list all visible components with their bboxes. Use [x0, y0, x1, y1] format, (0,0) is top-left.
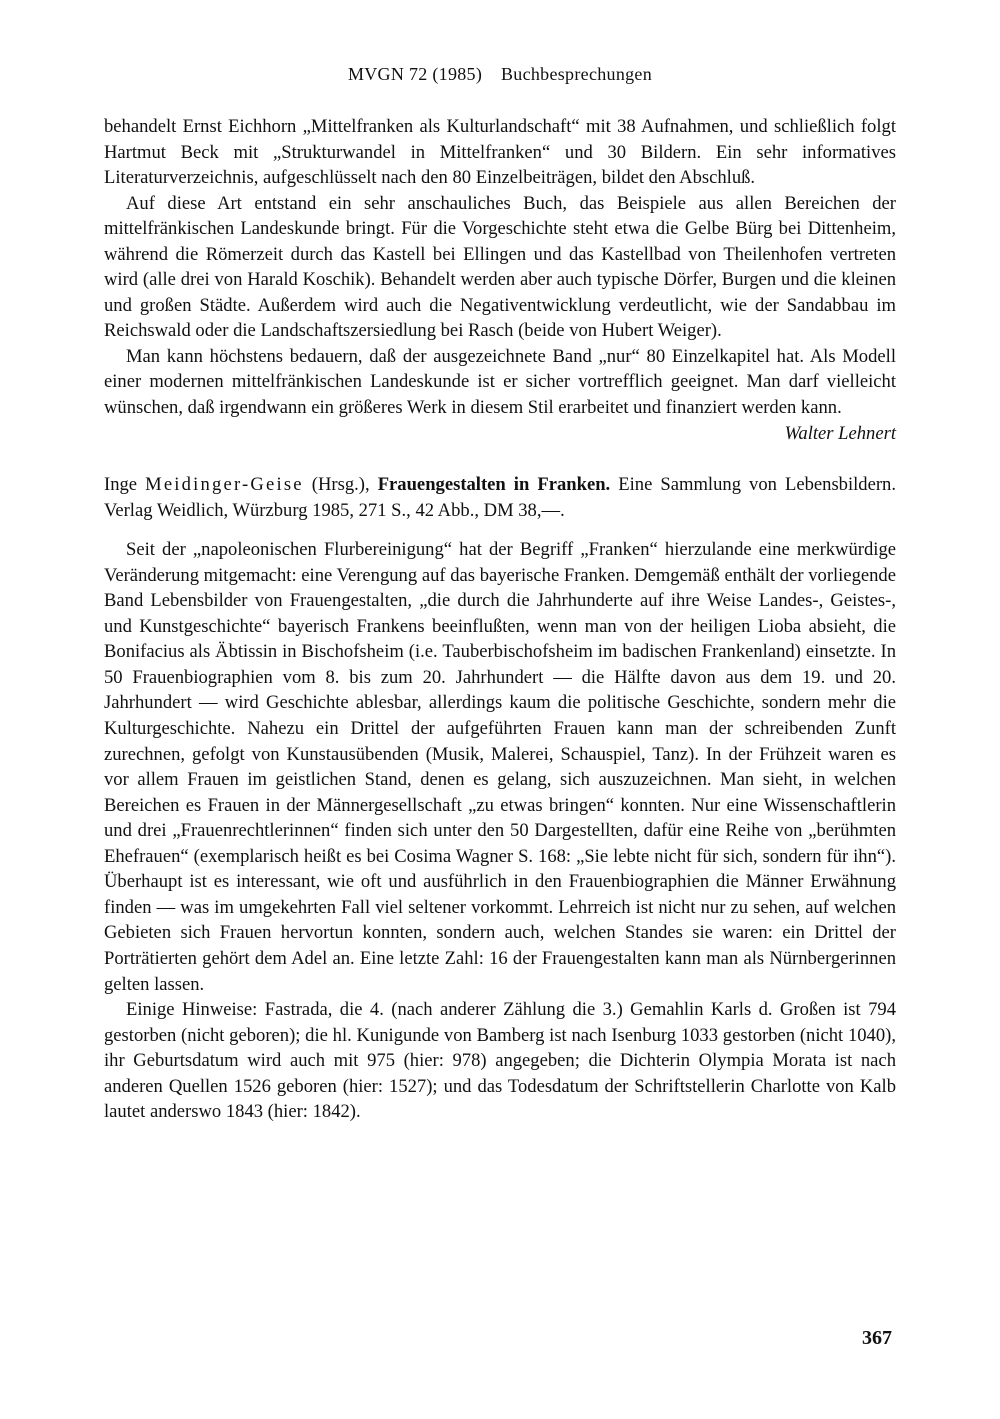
page-body [104, 114, 896, 1125]
book-title: Frauengestalten in Franken. [377, 474, 611, 496]
author-last-name: Meidinger-Geise [145, 474, 304, 496]
section-gap [104, 446, 896, 472]
section-gap [104, 523, 896, 537]
journal-reference: MVGN 72 (1985) [347, 64, 483, 84]
page-number: 367 [862, 1327, 892, 1349]
review2-paragraph: Seit der „napoleonischen Flurbereinigung“ hat der Begriff „Franken“ hierzulande eine merkwürdige Veränderung mitgemacht: eine Verengung auf das bayerische Franken. Demgemäß enthält der vorliegende Band Lebensbilder von Frauengestalten, „die durch die Jahrhunderte auf ihre Weise Landes-, Geistes-, und Kunstgeschichte“ bayerisch Frankens beeinflußten, wenn man von der heiligen Lioba absieht, die Bonifacius als Äbtissin in Bischofsheim (i.e. Tauberbischofsheim im badischen Frankenland) einsetzte. In 50 Frauenbiographien vom 8. bis zum 20. Jahrhundert — die Hälfte davon aus dem 19. und 20. Jahrhundert — wird Geschichte ablesbar, allerdings kaum die politische Geschichte, sondern mehr die Kulturgeschichte. Nahezu ein Drittel der aufgeführten Frauen kann man der schreibenden Zunft zurechnen, gefolgt von Kunstausübenden (Musik, Malerei, Schauspiel, Tanz). In der Frühzeit waren es vor allem Frauen im geistlichen Stand, denen es gelang, sich auszuzeichnen. Man sieht, in welchen Bereichen es Frauen in der Männergesellschaft „zu etwas bringen“ konnten. Nur eine Wissenschaftlerin und drei „Frauenrechtlerinnen“ finden sich unter den 50 Dargestellten, dafür eine Reihe von „berühmten Ehefrauen“ (exemplarisch heißt es bei Cosima Wagner S. 168: „Sie lebte nicht für sich, sondern für ihn“). Überhaupt ist es interessant, wie oft und ausführlich in den Frauenbiographien die Männer Erwähnung finden — was im umgekehrten Fall viel seltener vorkommt. Lehrreich ist nicht nur zu sehen, auf welchen Gebieten sich Frauen hervortun konnten, sondern auch, welchen Standes sie waren: ein Drittel der Porträtierten gehört dem Adel an. Eine letzte Zahl: 16 der Frauengestalten kann man als Nürnbergerinnen gelten lassen. [104, 539, 896, 995]
review1-paragraph: behandelt Ernst Eichhorn „Mittelfranken als Kulturlandschaft“ mit 38 Aufnahmen, und schließlich folgt Hartmut Beck mit „Strukturwandel in Mittelfranken“ und 30 Bildern. Ein sehr informatives Literaturverzeichnis, aufgeschlüsselt nach den 80 Einzelbeiträgen, bildet den Abschluß. [104, 116, 896, 189]
section-title: Buchbesprechungen [500, 64, 653, 84]
reviewer-signature: Walter Lehnert [784, 422, 896, 444]
running-header [0, 64, 1000, 85]
author-first-name: Inge [104, 474, 138, 496]
book-citation [104, 472, 896, 523]
review1-paragraph: Auf diese Art entstand ein sehr anschauliches Buch, das Beispiele aus allen Bereichen der mittelfränkischen Landeskunde bringt. Für die Vorgeschichte steht etwa die Gelbe Bürg bei Dittenheim, während die Römerzeit durch das Kastell bei Ellingen und das Kastellbad von Theilenhofen vertreten wird (alle drei von Harald Koschik). Behandelt werden aber auch typische Dörfer, Burgen und die kleinen und großen Städte. Außerdem wird auch die Negativentwicklung verdeutlicht, wie der Sandabbau im Reichswald oder die Landschaftszersiedlung bei Rasch (beide von Hubert Weiger). [104, 192, 896, 342]
citation-details: Eine Sammlung von Lebensbildern. Verlag Weidlich, Würzburg 1985, 271 S., 42 Abb., DM 38,—. [104, 474, 896, 521]
editor-note: (Hrsg.), [311, 474, 370, 496]
review2-paragraph: Einige Hinweise: Fastrada, die 4. (nach anderer Zählung die 3.) Gemahlin Karls d. Großen ist 794 gestorben (nicht geboren); die hl. Kunigunde von Bamberg ist nach Isenburg 1033 gestorben (nicht 1040), ihr Geburtsdatum wird auch mit 975 (hier: 978) angegeben; die Dichterin Olympia Morata ist nach anderen Quellen 1526 geboren (hier: 1527); und das Todesdatum der Schriftstellerin Charlotte von Kalb lautet anderswo 1843 (hier: 1842). [104, 999, 896, 1123]
review1-paragraph: Man kann höchstens bedauern, daß der ausgezeichnete Band „nur“ 80 Einzelkapitel hat. Als Modell einer modernen mittelfränkischen Landeskunde ist er sicher vortrefflich geeignet. Man darf vielleicht wünschen, daß irgendwann ein größeres Werk in diesem Stil erarbeitet und finanziert werden kann. [104, 345, 896, 419]
